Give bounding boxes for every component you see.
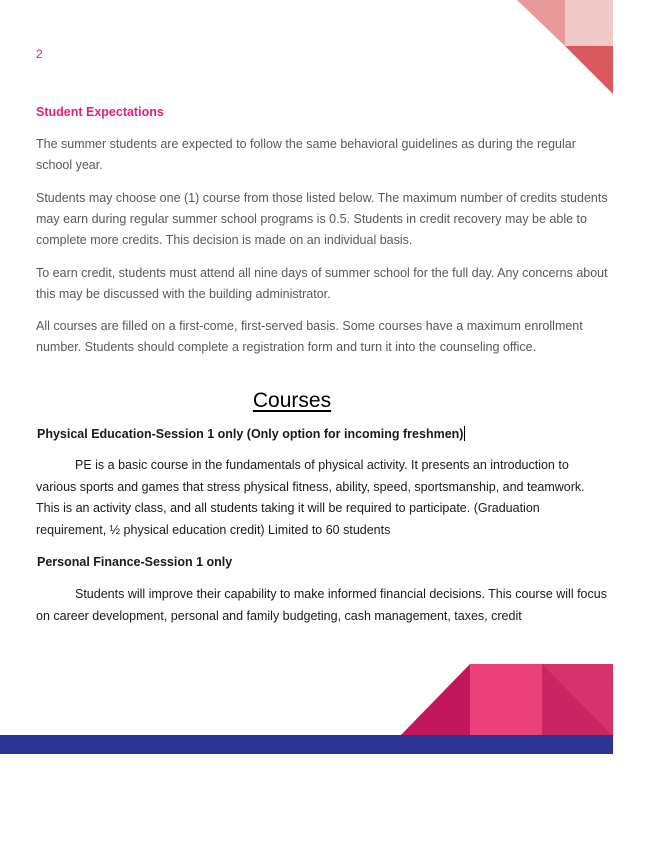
corner-decoration-top: [517, 0, 613, 96]
section-heading-student-expectations: Student Expectations: [36, 105, 164, 119]
course-description-physical-education: PE is a basic course in the fundamentals of physical activity. It presents an introduction to various sports and games that stress physical fitness, ability, speed, sportsmanship, and teamwork. This is an activity class, and all students taking it will be required to participate. (Graduation requirement, ½ physical education credit) Limited to 60 students: [36, 458, 585, 537]
page-number: 2: [36, 47, 43, 61]
deco-triangle-mid: [517, 0, 565, 46]
paragraph-behavior: The summer students are expected to follow the same behavioral guidelines as during the regular school year.: [36, 137, 576, 172]
deco-block-pink: [470, 664, 542, 736]
course-heading-text: Physical Education-Session 1 only (Only option for incoming freshmen): [37, 427, 464, 441]
paragraph-attendance: To earn credit, students must attend all nine days of summer school for the full day. Any concerns about this may be discussed with the building administrator.: [36, 266, 608, 301]
corner-decoration-bottom: [400, 664, 613, 736]
text-cursor: [464, 426, 465, 441]
course-heading-physical-education[interactable]: [37, 426, 465, 441]
paragraph-enrollment: All courses are filled on a first-come, first-served basis. Some courses have a maximum enrollment number. Students should complete a registration form and turn it into the counseling office.: [36, 319, 583, 354]
deco-triangle-magenta: [400, 664, 470, 736]
deco-square-light: [565, 0, 613, 46]
course-heading-personal-finance: Personal Finance-Session 1 only: [37, 555, 233, 569]
course-description-personal-finance: Students will improve their capability to make informed financial decisions. This course will focus on career development, personal and family budgeting, cash management, taxes, credit: [36, 587, 607, 623]
courses-title: Courses: [252, 389, 332, 412]
paragraph-credits: Students may choose one (1) course from those listed below. The maximum number of credits students may earn during regular summer school programs is 0.5. Students in credit recovery may be able to complete more credits. This decision is made on an individual basis.: [36, 191, 608, 247]
footer-bar: [0, 735, 613, 754]
deco-triangle-red: [565, 46, 613, 94]
